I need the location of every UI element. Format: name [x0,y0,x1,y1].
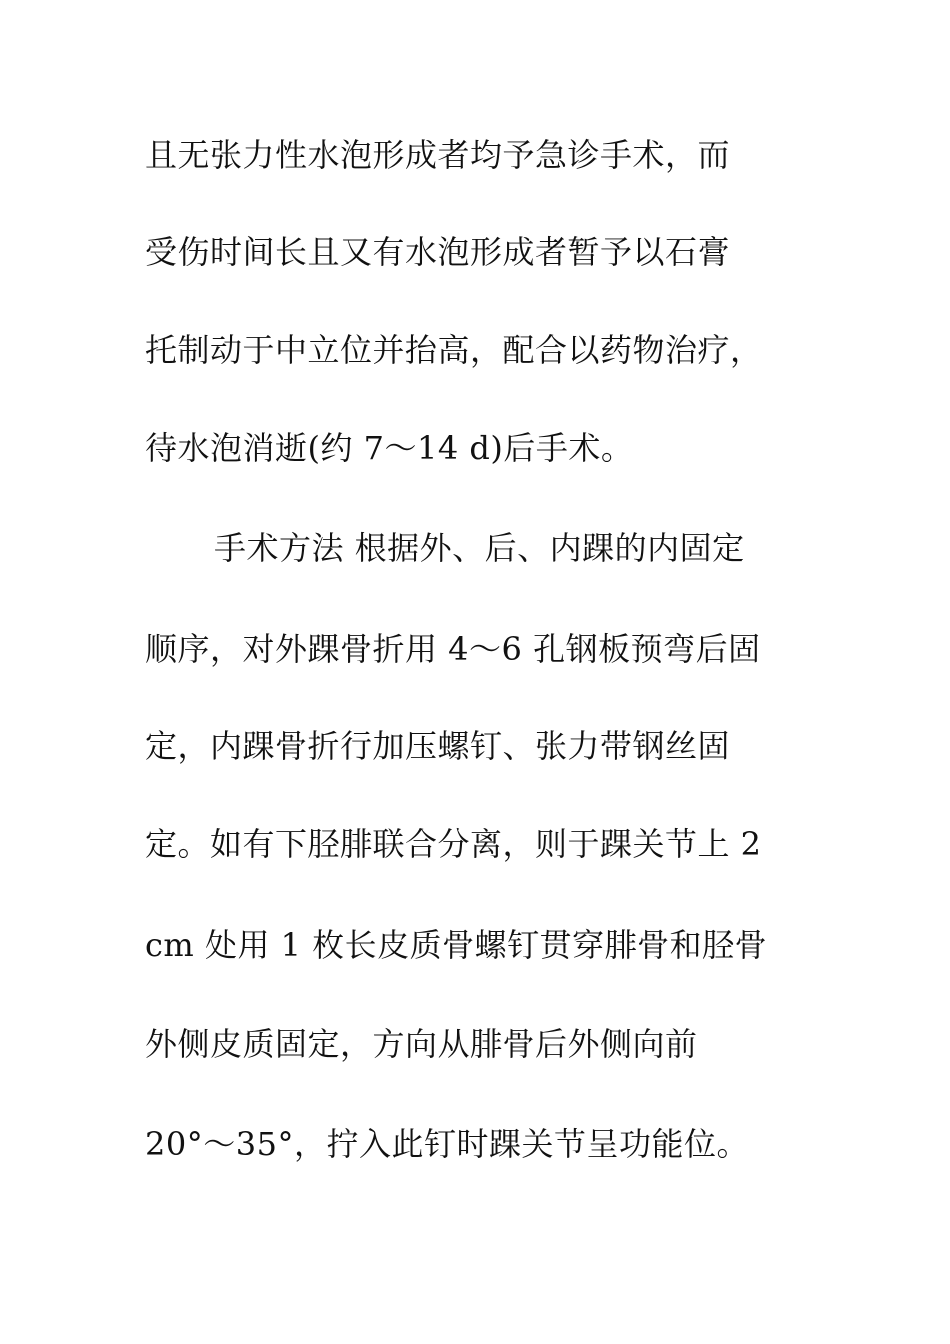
text-line: 顺序，对外踝骨折用 4～6 孔钢板预弯后固 [145,630,761,668]
text-line: 托制动于中立位并抬高，配合以药物治疗， [145,331,763,369]
text-line: 定，内踝骨折行加压螺钉、张力带钢丝固 [145,727,731,765]
text-line: 受伤时间长且又有水泡形成者暂予以石膏 [145,233,731,271]
paragraph-start-line: 手术方法 根据外、后、内踝的内固定 [214,529,745,567]
text-line: 定。如有下胫腓联合分离，则于踝关节上 2 [145,825,762,863]
text-line: 外侧皮质固定，方向从腓骨后外侧向前 [145,1025,698,1063]
text-line: 待水泡消逝(约 7～14 d)后手术。 [145,429,634,467]
text-line: cm 处用 1 枚长皮质骨螺钉贯穿腓骨和胫骨 [145,926,768,964]
text-line: 20°～35°，拧入此钉时踝关节呈功能位。 [145,1125,749,1163]
text-line: 且无张力性水泡形成者均予急诊手术，而 [145,136,731,174]
